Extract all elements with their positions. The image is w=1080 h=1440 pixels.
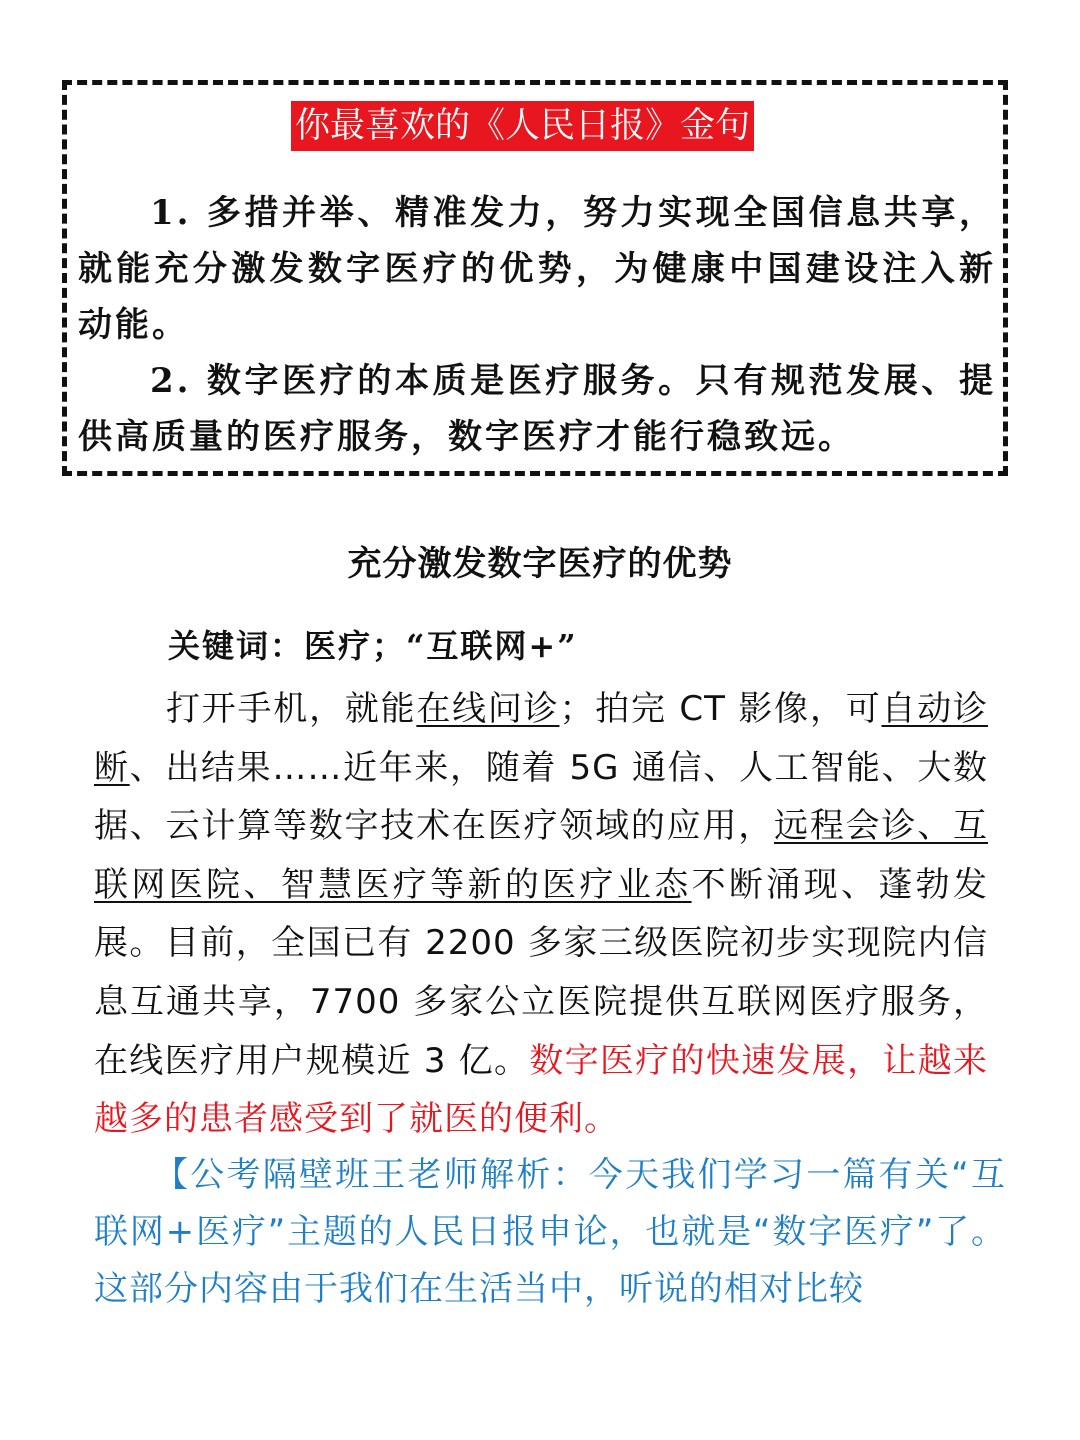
underlined-phrase-online-consult: 在线问诊 bbox=[416, 689, 560, 729]
underlined-phrase-auto-diagnosis: 自动诊断 bbox=[94, 689, 989, 788]
paragraph-text: 、出结果……近年来，随着 5G 通信、人工智能、大数据、云计算等数字技术在医疗领域的应用， bbox=[94, 747, 989, 847]
teacher-analysis: 【公考隔壁班王老师解析：今天我们学习一篇有关“互联网+医疗”主题的人民日报申论，也就是“数字医疗”了。这部分内容由于我们在生活当中，听说的相对比较 bbox=[94, 1155, 1006, 1309]
paragraph-text: ；拍完 CT 影像，可 bbox=[559, 689, 882, 729]
article-title: 充分激发数字医疗的优势 bbox=[347, 544, 733, 584]
highlighted-conclusion: 数字医疗的快速发展，让越来越多的患者感受到了就医的便利。 bbox=[94, 1040, 989, 1140]
article-keywords: 关键词：医疗；“互联网+” bbox=[168, 627, 578, 665]
quote-box-heading: 你最喜欢的《人民日报》金句 bbox=[291, 101, 754, 151]
underlined-phrase-new-formats: 远程会诊、互联网医院、智慧医疗等新的医疗业态 bbox=[94, 806, 989, 905]
article-paragraph bbox=[94, 680, 988, 1149]
paragraph-text: 打开手机，就能 bbox=[166, 689, 417, 729]
golden-quote-2: 2. 数字医疗的本质是医疗服务。只有规范发展、提供高质量的医疗服务，数字医疗才能行稳致远。 bbox=[78, 361, 996, 457]
paragraph-text: 不断涌现、蓬勃发展。目前，全国已有 2200 多家三级医院初步实现院内信息互通共享，7700 多家公立医院提供互联网医疗服务，在线医疗用户规模近 3 亿。 bbox=[94, 864, 989, 1081]
golden-quote-1: 1. 多措并举、精准发力，努力实现全国信息共享，就能充分激发数字医疗的优势，为健康中国建设注入新动能。 bbox=[78, 193, 996, 345]
